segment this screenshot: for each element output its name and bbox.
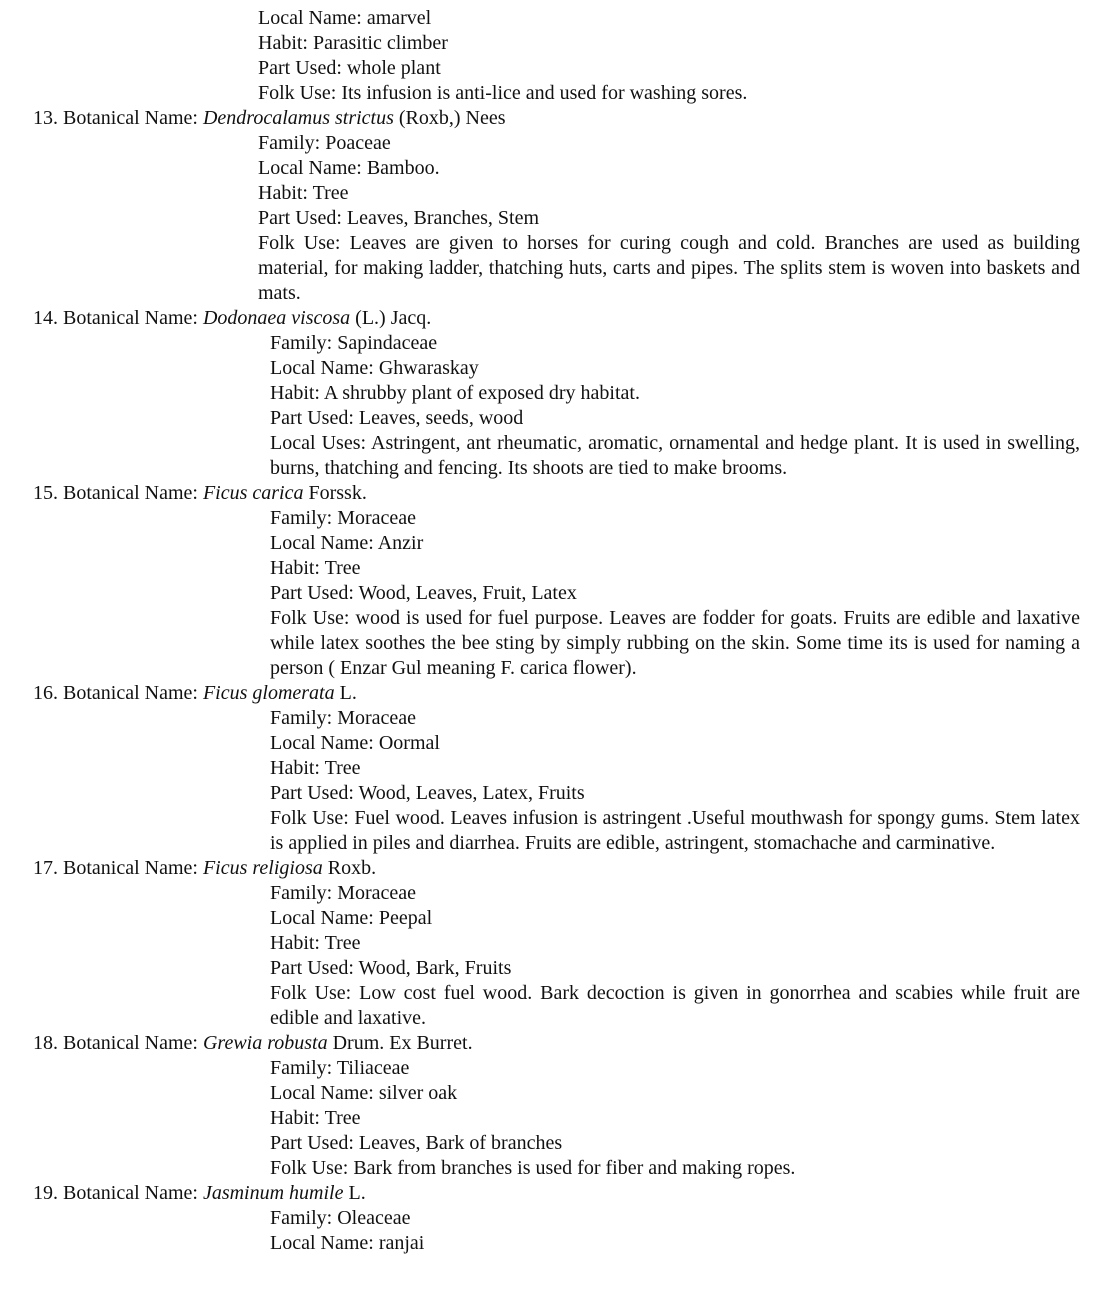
botanical-name: Jasminum humile: [202, 1182, 344, 1204]
authority-text: L.: [348, 1182, 366, 1204]
entry-fields: [270, 1056, 1080, 1181]
entry-19: [33, 1181, 1080, 1256]
field-line-part-used: Part Used: Wood, Leaves, Fruit, Latex: [270, 582, 577, 604]
entry-16: [33, 681, 1080, 856]
botanical-name-label: Botanical Name:: [63, 482, 198, 504]
entry-fields: [258, 131, 1080, 306]
field-line-folk-use: Folk Use: Bark from branches is used for fiber and making ropes.: [270, 1157, 796, 1179]
entry-number: 17.: [33, 857, 58, 879]
entry-number: 18.: [33, 1032, 58, 1054]
botanical-name-line: [33, 481, 1080, 506]
botanical-name: Dendrocalamus strictus: [202, 107, 394, 129]
field-line-part-used: Part Used: Leaves, Branches, Stem: [258, 207, 540, 229]
field-line-family: Family: Moraceae: [270, 707, 417, 729]
botanical-name: Ficus glomerata: [202, 682, 335, 704]
field-line-habit: Habit: Tree: [270, 932, 361, 954]
botanical-name-line: [33, 856, 1080, 881]
field-line-habit: Habit: Tree: [270, 557, 361, 579]
botanical-name: Grewia robusta: [202, 1032, 328, 1054]
field-line-local-name: Local Name: silver oak: [270, 1082, 458, 1104]
field-line-family: Family: Moraceae: [270, 882, 417, 904]
field-line-family: Family: Tiliaceae: [270, 1057, 410, 1079]
authority-text: Drum. Ex Burret.: [332, 1032, 473, 1054]
entry-fields: [270, 1206, 1080, 1256]
field-line-local-name: Local Name: ranjai: [270, 1232, 425, 1254]
field-line-local-name: Local Name: amarvel: [258, 7, 432, 29]
folk-use-paragraph: Folk Use: wood is used for fuel purpose. Leaves are fodder for goats. Fruits are edible and laxative while latex soothes the bee sting by simply rubbing on the skin. Some time its is used for naming a person ( Enzar Gul meaning F. carica flower).: [270, 607, 1080, 679]
entry-fields: [270, 706, 1080, 856]
field-line-local-name: Local Name: Peepal: [270, 907, 433, 929]
entry-number: 14.: [33, 307, 58, 329]
authority-text: Forssk.: [308, 482, 367, 504]
field-line-habit: Habit: Tree: [270, 1107, 361, 1129]
authority-text: Roxb.: [327, 857, 377, 879]
entry-fields: [270, 331, 1080, 481]
entry-12-continuation: [33, 6, 1080, 106]
botanical-name-line: [33, 306, 1080, 331]
field-line-part-used: Part Used: Leaves, Bark of branches: [270, 1132, 563, 1154]
authority-text: (L.) Jacq.: [355, 307, 432, 329]
botanical-name-line: [33, 106, 1080, 131]
botanical-name-label: Botanical Name:: [63, 1032, 198, 1054]
field-line-family: Family: Sapindaceae: [270, 332, 438, 354]
local-uses-paragraph: Local Uses: Astringent, ant rheumatic, aromatic, ornamental and hedge plant. It is used in swelling, burns, thatching and fencing. Its shoots are tied to make brooms.: [270, 432, 1080, 479]
botanical-name: Ficus carica: [202, 482, 304, 504]
field-line-habit: Habit: Parasitic climber: [258, 32, 448, 54]
entry-fields: [270, 881, 1080, 1031]
field-line-habit: Habit: Tree: [258, 182, 349, 204]
entry-14: [33, 306, 1080, 481]
folk-use-paragraph: Folk Use: Low cost fuel wood. Bark decoction is given in gonorrhea and scabies while fruit are edible and laxative.: [270, 982, 1080, 1029]
entry-number: 15.: [33, 482, 58, 504]
botanical-name: Ficus religiosa: [202, 857, 323, 879]
field-line-family: Family: Moraceae: [270, 507, 417, 529]
entry-number: 16.: [33, 682, 58, 704]
folk-use-paragraph: Folk Use: Fuel wood. Leaves infusion is astringent .Useful mouthwash for spongy gums. Stem latex is applied in piles and diarrhea. Fruits are edible, astringent, stomachache and carminative.: [270, 807, 1080, 854]
botanical-name-line: [33, 1031, 1080, 1056]
botanical-name-line: [33, 681, 1080, 706]
entry-fields: [258, 6, 1080, 106]
field-line-habit: Habit: Tree: [270, 757, 361, 779]
botanical-name-label: Botanical Name:: [63, 1182, 198, 1204]
botanical-name-label: Botanical Name:: [63, 857, 198, 879]
field-line-part-used: Part Used: Wood, Leaves, Latex, Fruits: [270, 782, 585, 804]
authority-text: L.: [339, 682, 357, 704]
field-line-local-name: Local Name: Oormal: [270, 732, 440, 754]
entry-13: [33, 106, 1080, 306]
entry-15: [33, 481, 1080, 681]
botanical-name-label: Botanical Name:: [63, 682, 198, 704]
field-line-local-name: Local Name: Bamboo.: [258, 157, 440, 179]
authority-text: (Roxb,) Nees: [398, 107, 506, 129]
entry-fields: [270, 506, 1080, 681]
field-line-habit: Habit: A shrubby plant of exposed dry habitat.: [270, 382, 640, 404]
field-line-part-used: Part Used: whole plant: [258, 57, 441, 79]
field-line-local-name: Local Name: Anzir: [270, 532, 424, 554]
botanical-name: Dodonaea viscosa: [202, 307, 351, 329]
field-line-part-used: Part Used: Leaves, seeds, wood: [270, 407, 524, 429]
entry-number: 13.: [33, 107, 58, 129]
botanical-name-line: [33, 1181, 1080, 1206]
entry-18: [33, 1031, 1080, 1181]
field-line-part-used: Part Used: Wood, Bark, Fruits: [270, 957, 512, 979]
folk-use-paragraph: Folk Use: Leaves are given to horses for curing cough and cold. Branches are used as building material, for making ladder, thatching huts, carts and pipes. The splits stem is woven into baskets and mats.: [258, 232, 1080, 304]
field-line-family: Family: Poaceae: [258, 132, 391, 154]
entry-17: [33, 856, 1080, 1031]
botanical-name-label: Botanical Name:: [63, 307, 198, 329]
entry-number: 19.: [33, 1182, 58, 1204]
field-line-family: Family: Oleaceae: [270, 1207, 411, 1229]
botanical-name-label: Botanical Name:: [63, 107, 198, 129]
field-line-folk-use: Folk Use: Its infusion is anti-lice and used for washing sores.: [258, 82, 748, 104]
field-line-local-name: Local Name: Ghwaraskay: [270, 357, 479, 379]
